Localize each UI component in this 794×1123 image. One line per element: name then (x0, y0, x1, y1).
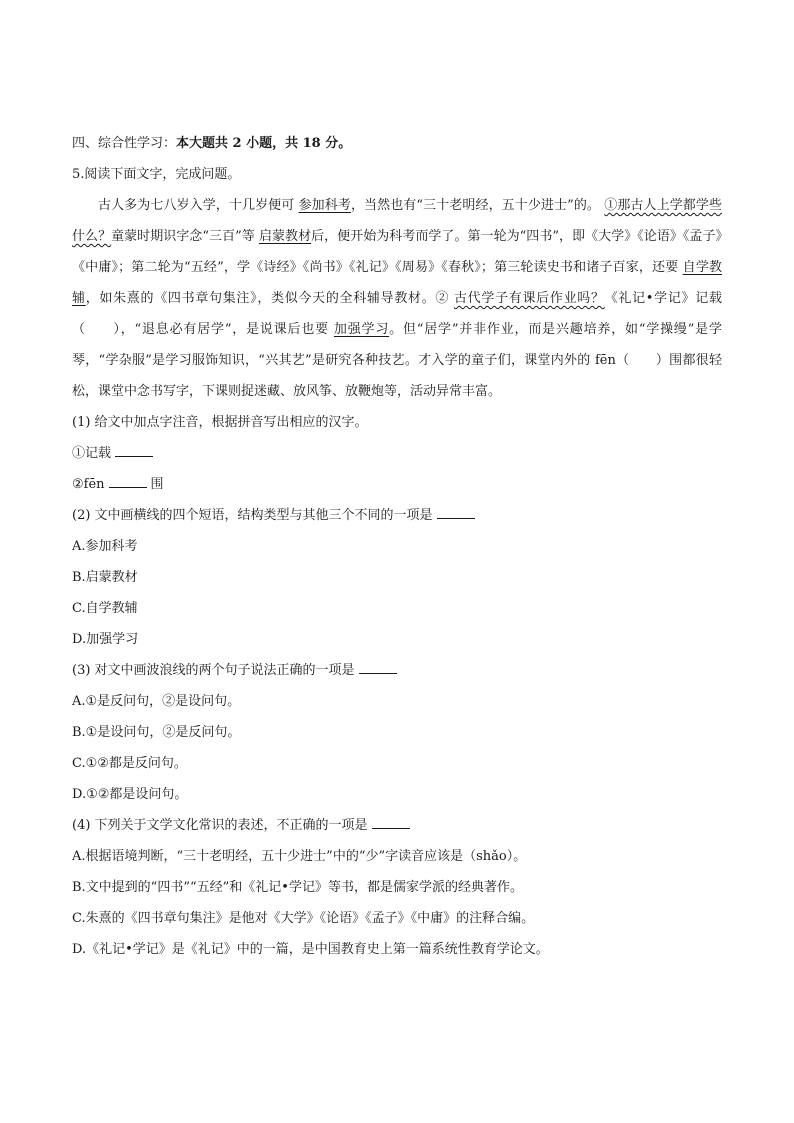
item-suffix: 围 (150, 477, 164, 492)
exam-page (72, 128, 722, 965)
underlined-phrase-2: 启蒙教材 (258, 229, 312, 244)
underlined-phrase-4: 加强学习 (333, 322, 390, 337)
sub-question-2-stem (72, 500, 722, 531)
option[interactable]: C.自学教辅 (72, 601, 138, 616)
option[interactable]: A.①是反问句，②是设问句。 (72, 694, 241, 709)
option[interactable]: B.文中提到的“四书”“五经”和《礼记•学记》等书，都是儒家学派的经典著作。 (72, 880, 523, 895)
stem-text: (2) 文中画横线的四个短语，结构类型与其他三个不同的一项是 (72, 508, 433, 523)
answer-blank[interactable] (372, 814, 410, 829)
question-title: 5.阅读下面文字，完成问题。 (72, 167, 241, 182)
option[interactable]: B.①是设问句，②是反问句。 (72, 725, 241, 740)
reading-passage (72, 190, 722, 407)
option[interactable]: A.根据语境判断，“三十老明经，五十少进士”中的“少”字读音应该是（shǎo）。 (72, 849, 527, 864)
option[interactable]: C.①②都是反问句。 (72, 756, 187, 771)
item-label: ①记载 (72, 446, 112, 461)
sub-question-4-stem (72, 810, 722, 841)
passage-text: 《礼记•学记》记载（ ），“退息必有居学”，是说课后也要 (72, 291, 722, 337)
passage-text: 古人多为七八岁入学，十几岁便可 (98, 198, 299, 213)
sub-question-1-stem: (1) 给文中加点字注音，根据拼音写出相应的汉字。 (72, 415, 368, 430)
passage-text: 童蒙时期识字念“三百”等 (111, 229, 259, 244)
option[interactable]: D.①②都是设问句。 (72, 787, 188, 802)
stem-text: (3) 对文中画波浪线的两个句子说法正确的一项是 (72, 663, 355, 678)
option[interactable]: D.加强学习 (72, 632, 139, 647)
section-title-prefix: 四、综合性学习： (72, 136, 177, 151)
section-title (72, 128, 722, 159)
sub-question-3-stem (72, 655, 722, 686)
underlined-phrase-3: 自学教辅 (72, 260, 722, 306)
answer-blank[interactable] (437, 504, 475, 519)
sub-question-1-item-b (72, 469, 722, 500)
wavy-sentence-1: ①那古人上学都学些什么？ (72, 198, 722, 244)
answer-blank[interactable] (109, 473, 147, 488)
passage-text: ，当然也有“三十老明经，五十少进士”的。 (350, 198, 605, 213)
passage-text: 。但“居学”并非作业，而是兴趣培养，如“学操缦”是学琴，“学杂服”是学习服饰知识，“兴其艺”是研究各种技艺。才入学的童子们，课堂内外的 fēn（ ）围都很轻松，课堂中念书写字，下课则捉迷藏、放风筝、放鞭炮等，活动异常丰富。 (72, 322, 722, 399)
option[interactable]: D.《礼记•学记》是《礼记》中的一篇，是中国教育史上第一篇系统性教育学论文。 (72, 942, 549, 957)
option[interactable]: B.启蒙教材 (72, 570, 138, 585)
stem-text: (4) 下列关于文学文化常识的表述，不正确的一项是 (72, 818, 368, 833)
section-title-bold: 本大题共 2 小题，共 18 分。 (176, 136, 352, 151)
passage-text: 后，便开始为科考而学了。第一轮为“四书”，即《大学》《论语》《孟子》《中庸》；第二轮为“五经”，学《诗经》《尚书》《礼记》《周易》《春秋》；第三轮读史书和诸子百家，还要 (72, 229, 722, 275)
option[interactable]: C.朱熹的《四书章句集注》是他对《大学》《论语》《孟子》《中庸》的注释合编。 (72, 911, 535, 926)
option[interactable]: A.参加科考 (72, 539, 138, 554)
sub-question-1-item-a (72, 438, 722, 469)
passage-text: ，如朱熹的《四书章句集注》，类似今天的全科辅导教材。② (85, 291, 454, 306)
answer-blank[interactable] (359, 659, 397, 674)
underlined-phrase-1: 参加科考 (298, 198, 351, 213)
wavy-sentence-2: 古代学子有课后作业吗？ (453, 291, 605, 306)
answer-blank[interactable] (115, 442, 153, 457)
item-label: ②fēn (72, 477, 105, 492)
